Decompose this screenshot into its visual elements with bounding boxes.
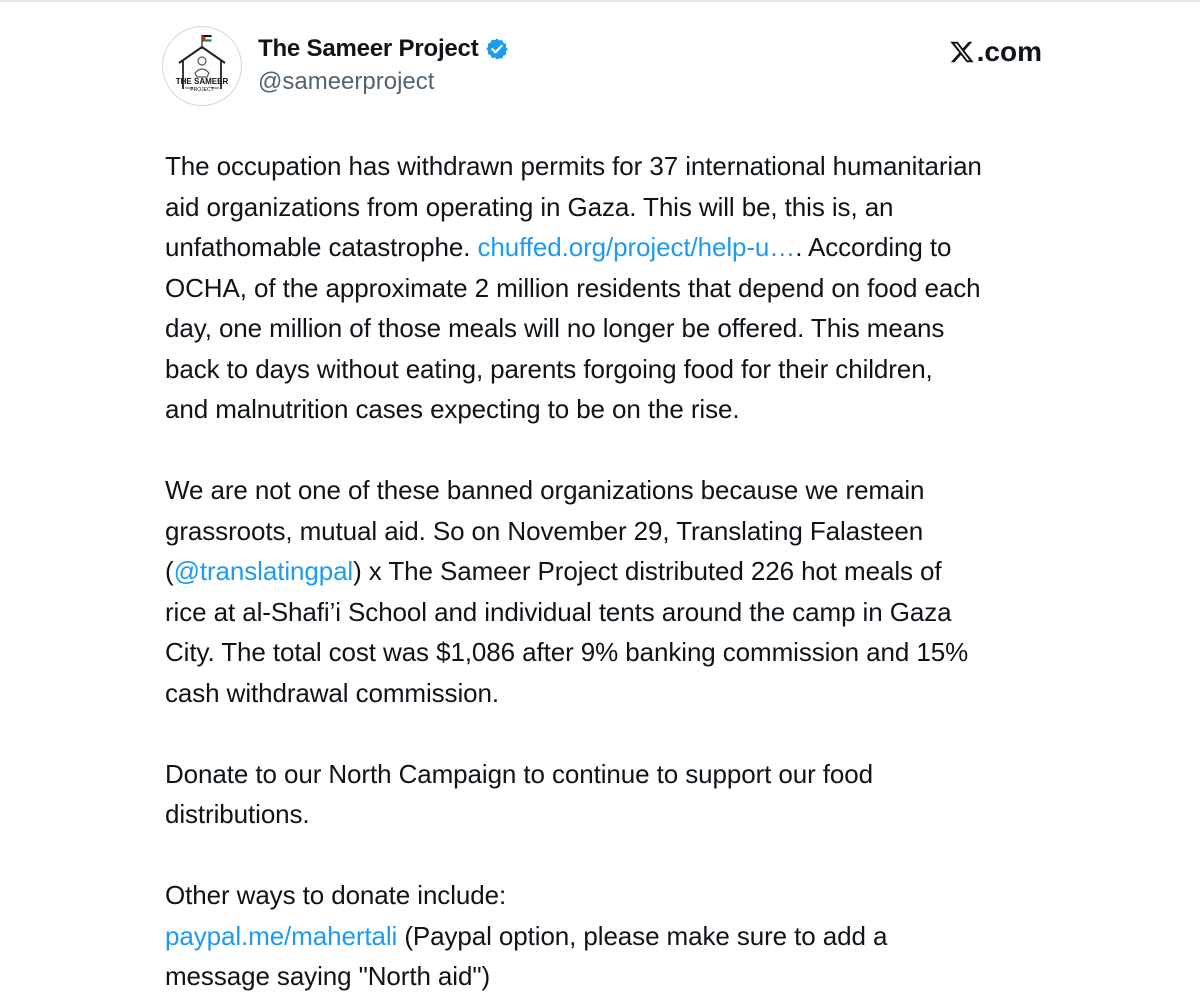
logo-text-line1: THE SAMEER (175, 77, 229, 86)
translatingpal-mention-link[interactable]: @translatingpal (173, 556, 354, 586)
text-line: distributions. (165, 799, 310, 829)
text-line: Other ways to donate include: (165, 880, 507, 910)
x-logo-icon (949, 39, 975, 65)
text-line: We are not one of these banned organizations because we remain (165, 475, 925, 505)
text-line: unfathomable catastrophe. (165, 232, 478, 262)
paragraph-3 (165, 754, 1065, 835)
display-name[interactable]: The Sameer Project (258, 35, 479, 62)
text-line: City. The total cost was $1,086 after 9% banking commission and 15% (165, 637, 969, 667)
account-identity (258, 32, 509, 96)
text-line: back to days without eating, parents forgoing food for their children, (165, 353, 933, 384)
sameer-project-logo-icon (163, 27, 241, 105)
text-line: day, one million of those meals will no longer be offered. This means (165, 313, 945, 343)
text-line: and malnutrition cases expecting to be on the rise. (165, 394, 740, 424)
chuffed-link[interactable]: chuffed.org/project/help-u… (477, 232, 796, 262)
text-line: message saying "North aid") (165, 961, 491, 991)
tweet-body (165, 146, 1065, 997)
logo-text-line2: PROJECT (190, 87, 214, 93)
paragraph-4 (165, 875, 1065, 997)
text-line: aid organizations from operating in Gaza. This will be, this is, an (165, 191, 894, 222)
avatar[interactable] (162, 26, 242, 106)
name-row (258, 32, 509, 66)
paragraph-gap (165, 713, 1065, 754)
text-line: Donate to our North Campaign to continue to support our food (165, 758, 873, 789)
paragraph-gap (165, 835, 1065, 876)
paragraph-2 (165, 470, 1065, 713)
verified-badge-icon (485, 37, 509, 61)
paragraph-1 (165, 146, 1065, 430)
top-divider (0, 0, 1200, 2)
x-com-brand[interactable] (949, 36, 1042, 68)
text-line: OCHA, of the approximate 2 million residents that depend on food each (165, 272, 981, 303)
text-line: . According to (795, 232, 952, 262)
tweet-header (162, 24, 1042, 110)
text-line: rice at al-Shafi’i School and individual tents around the camp in Gaza (165, 596, 952, 627)
text-line: ( (165, 556, 174, 586)
text-line: (Paypal option, please make sure to add a (397, 920, 888, 951)
brand-text: .com (976, 36, 1042, 67)
account-handle[interactable]: @sameerproject (258, 68, 435, 95)
paypal-link[interactable]: paypal.me/mahertali (165, 920, 398, 951)
paragraph-gap (165, 430, 1065, 471)
text-line: ) x The Sameer Project distributed 226 hot meals of (353, 556, 942, 586)
text-line: cash withdrawal commission. (165, 677, 499, 708)
text-line: The occupation has withdrawn permits for 37 international humanitarian (165, 151, 982, 181)
text-line: grassroots, mutual aid. So on November 29, Translating Falasteen (165, 515, 924, 546)
